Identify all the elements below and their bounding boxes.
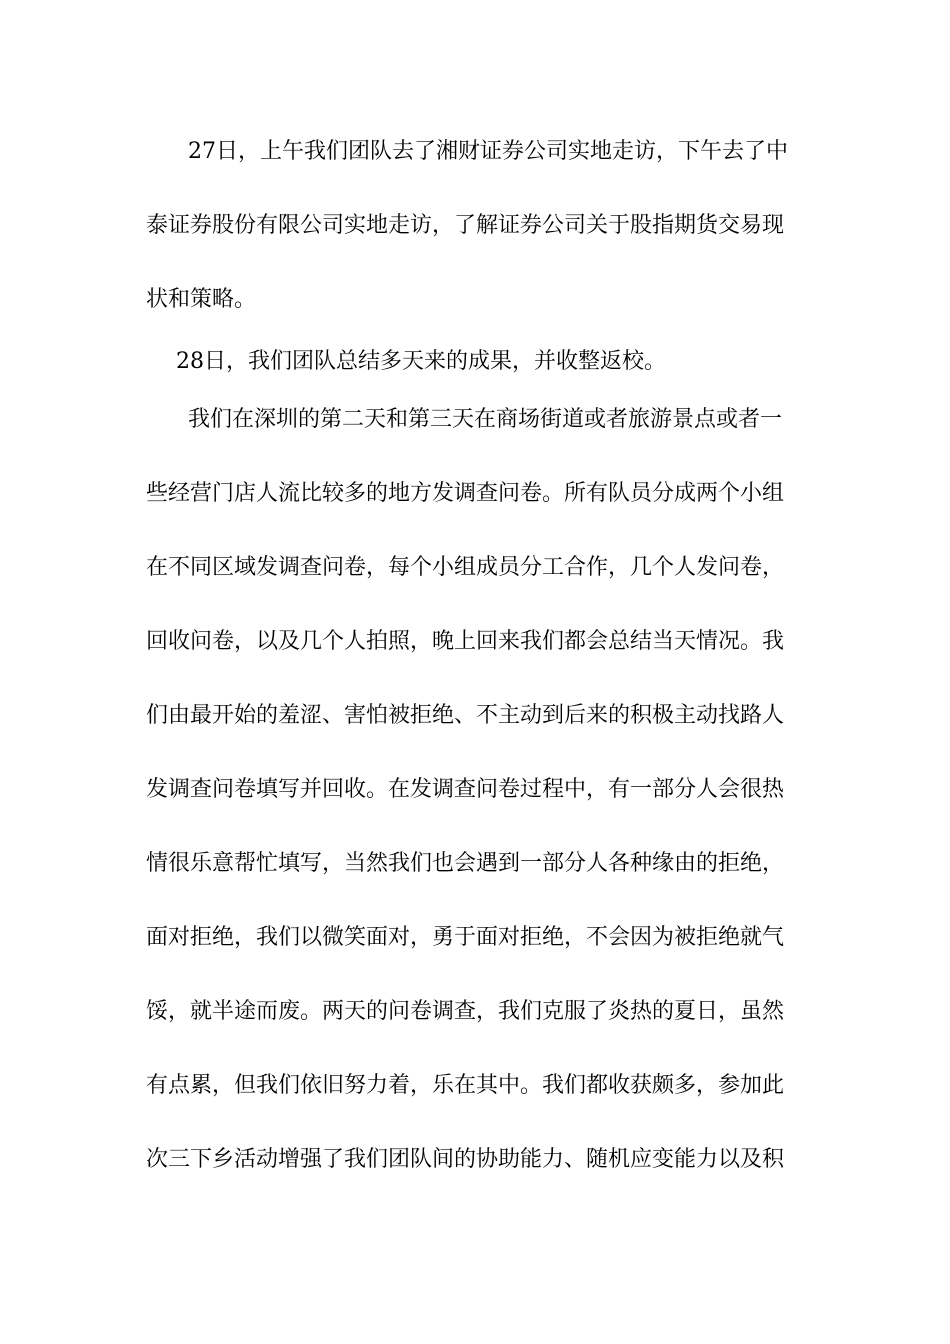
paragraph-line: 面对拒绝，我们以微笑面对，勇于面对拒绝，不会因为被拒绝就气 bbox=[146, 925, 785, 950]
paragraph-line: 情很乐意帮忙填写，当然我们也会遇到一部分人各种缘由的拒绝， bbox=[146, 851, 785, 876]
paragraph-line: 些经营门店人流比较多的地方发调查问卷。所有队员分成两个小组 bbox=[146, 481, 785, 506]
paragraph-line: 回收问卷，以及几个人拍照，晚上回来我们都会总结当天情况。我 bbox=[146, 629, 785, 654]
paragraph-line: 泰证券股份有限公司实地走访，了解证券公司关于股指期货交易现 bbox=[146, 213, 785, 238]
paragraph-line: 馁，就半途而废。两天的问卷调查，我们克服了炎热的夏日，虽然 bbox=[146, 999, 785, 1024]
paragraph-line: 28日，我们团队总结多天来的成果，并收整返校。 bbox=[176, 349, 666, 374]
paragraph-line: 27日，上午我们团队去了湘财证券公司实地走访，下午去了中 bbox=[188, 139, 788, 164]
paragraph-line: 状和策略。 bbox=[146, 287, 257, 312]
paragraph-line: 次三下乡活动增强了我们团队间的协助能力、随机应变能力以及积 bbox=[146, 1147, 785, 1172]
paragraph-line: 在不同区域发调查问卷，每个小组成员分工合作，几个人发问卷， bbox=[146, 555, 785, 580]
paragraph-line: 发调查问卷填写并回收。在发调查问卷过程中，有一部分人会很热 bbox=[146, 777, 785, 802]
paragraph-line: 我们在深圳的第二天和第三天在商场街道或者旅游景点或者一 bbox=[188, 407, 783, 432]
paragraph-line: 有点累，但我们依旧努力着，乐在其中。我们都收获颇多，参加此 bbox=[146, 1073, 785, 1098]
paragraph-line: 们由最开始的羞涩、害怕被拒绝、不主动到后来的积极主动找路人 bbox=[146, 703, 785, 728]
